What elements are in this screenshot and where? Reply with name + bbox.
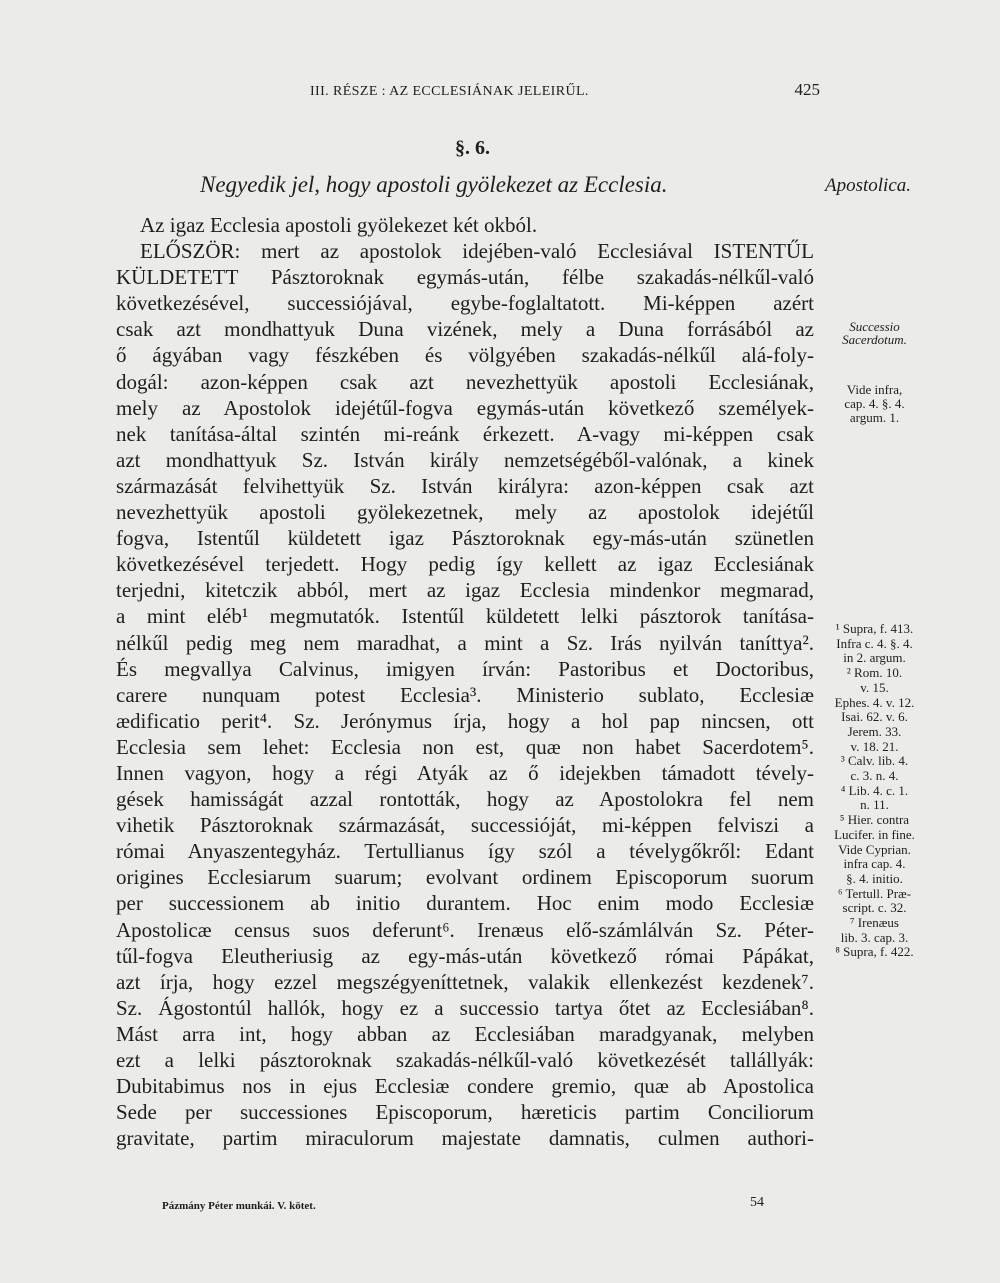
text-line: tűl-fogva Eleutheriusig az egy-más-után következő római Pápákat, bbox=[116, 943, 814, 968]
margin-note-line: Isai. 62. v. 6. bbox=[841, 709, 908, 725]
text-line: nélkűl pedig meg nem maradhat, a mint a Sz. Irás nyilván taníttya². bbox=[116, 630, 814, 655]
margin-note-line: ³ Calv. lib. 4. bbox=[840, 753, 909, 769]
text-line: Apostolicæ census suos deferunt⁶. Irenæus elő-számlálván Sz. Péter- bbox=[116, 917, 814, 942]
text-line: következésével terjedett. Hogy pedig így kellett az igaz Ecclesiának bbox=[116, 552, 814, 577]
footer-publication: Pázmány Péter munkái. V. kötet. bbox=[162, 1200, 316, 1212]
margin-note-line: ⁴ Lib. 4. c. 1. bbox=[840, 782, 909, 798]
margin-note-line: Jerem. 33. bbox=[847, 723, 902, 739]
text-line: Dubitabimus nos in ejus Ecclesiæ condere gremio, quæ ab Apostolica bbox=[116, 1074, 814, 1099]
text-line: csak azt mondhattyuk Duna vizének, mely a Duna forrásából az bbox=[116, 317, 814, 342]
margin-note-vide bbox=[817, 383, 932, 425]
text-line: gések hamisságát azzal rontották, hogy az Apostolokra fel nem bbox=[116, 787, 814, 812]
margin-note-line: Vide Cyprian. bbox=[838, 841, 911, 857]
text-line: carere nunquam potest Ecclesia³. Ministerio sublato, Ecclesiæ bbox=[116, 682, 814, 707]
margin-note-line: cap. 4. §. 4. bbox=[844, 396, 905, 411]
text-line: dogál: azon-képpen csak azt nevezhettyük apostoli Ecclesiának, bbox=[116, 369, 814, 394]
text-line: ő ágyában vagy fészkében és völgyében szakadás-nélkűl alá-foly- bbox=[116, 343, 814, 368]
margin-note-line: n. 11. bbox=[860, 797, 889, 813]
text-line: ezt a lelki pásztoroknak szakadás-nélkűl-való következését tallállyák: bbox=[116, 1048, 814, 1072]
margin-note-line: in 2. argum. bbox=[843, 650, 906, 666]
text-line: Mást arra int, hogy abban az Ecclesiában maradgyanak, melyben bbox=[116, 1021, 814, 1046]
text-line: gravitate, partim miraculorum majestate damnatis, culmen authori- bbox=[116, 1126, 814, 1151]
text-line: fogva, Istentűl küldetett igaz Pásztoroknak egy-más-után szünetlen bbox=[116, 526, 814, 551]
text-line: nevezhettyük apostoli gyölekezetnek, mely az apostolok idejétűl bbox=[116, 500, 814, 525]
margin-note-line: ² Rom. 10. bbox=[846, 665, 903, 681]
margin-note-line: v. 15. bbox=[860, 679, 889, 695]
text-line: azt írja, hogy ezzel megszégyeníttetnek, valakik ellenkezést kezdenek⁷. bbox=[116, 969, 814, 994]
margin-note-line: lib. 3. cap. 3. bbox=[840, 929, 909, 945]
text-line: Innen vagyon, hogy a régi Atyák az ő idejekben támadott tévely- bbox=[116, 760, 814, 785]
text-line: ELŐSZÖR: mert az apostolok idejében-való Ecclesiával ISTENTŰL bbox=[140, 239, 814, 264]
text-line: per successionem ab initio durantem. Hoc enim modo Ecclesiæ bbox=[116, 891, 814, 916]
text-line: nek tanítása-által szintén mi-reánk érkezett. A-vagy mi-képpen csak bbox=[116, 421, 814, 446]
text-line: következésével, successiójával, egybe-foglaltatott. Mi-képpen azért bbox=[116, 291, 814, 316]
text-line: Sede per successiones Episcoporum, hæreticis partim Conciliorum bbox=[116, 1100, 814, 1125]
margin-note-line: script. c. 32. bbox=[842, 900, 907, 916]
margin-note-line: Ephes. 4. v. 12. bbox=[834, 694, 915, 710]
margin-note-line: ⁷ Irenæus bbox=[850, 915, 899, 931]
text-line: ædificatio perit⁴. Sz. Jerónymus írja, hogy a hol pap nincsen, ott bbox=[116, 708, 814, 733]
margin-note-line: ⁵ Hier. contra bbox=[839, 812, 910, 828]
page-number: 425 bbox=[794, 80, 820, 99]
body-text bbox=[116, 212, 814, 1151]
margin-note-line: §. 4. initio. bbox=[846, 870, 903, 886]
text-line: terjedni, kitetczik abból, mert az igaz Ecclesia mindenkor megmarad, bbox=[116, 578, 814, 603]
text-line: a mint eléb¹ megmutatók. Istentűl küldetett lelki pásztorok tanítása- bbox=[116, 604, 814, 629]
text-line: És megvallya Calvinus, imigyen írván: Pastoribus et Doctoribus, bbox=[116, 656, 814, 681]
page-header bbox=[310, 80, 820, 100]
margin-footnotes bbox=[817, 622, 932, 960]
text-line: vihetik Pásztoroknak származását, successióját, mi-képpen felviszi a bbox=[116, 813, 814, 838]
footer-signature: 54 bbox=[750, 1195, 764, 1210]
text-line: Az igaz Ecclesia apostoli gyölekezet két okból. bbox=[140, 213, 538, 237]
margin-note-line: ¹ Supra, f. 413. bbox=[835, 621, 914, 636]
margin-note-line: Vide infra, bbox=[846, 382, 903, 397]
text-line: KÜLDETETT Pásztoroknak egymás-után, félbe szakadás-nélkűl-való bbox=[116, 265, 814, 290]
section-number: §. 6. bbox=[455, 137, 490, 159]
margin-heading: Apostolica. bbox=[825, 175, 912, 196]
text-line: Ecclesia sem lehet: Ecclesia non est, quæ non habet Sacerdotem⁵. bbox=[116, 734, 814, 759]
text-line: római Anyaszentegyház. Tertullianus így szól a tévelygőkről: Edant bbox=[116, 839, 814, 864]
running-title: III. RÉSZE : AZ ECCLESIÁNAK JELEIRŰL. bbox=[310, 84, 589, 99]
margin-note-line: c. 3. n. 4. bbox=[850, 768, 899, 784]
margin-note-line: Lucifer. in fine. bbox=[834, 826, 915, 842]
margin-note-line: argum. 1. bbox=[849, 410, 900, 425]
margin-note-line: infra cap. 4. bbox=[843, 856, 906, 872]
margin-note-line: Successio bbox=[849, 319, 900, 334]
text-line: származását felvihettyük Sz. István királyra: azon-képpen csak azt bbox=[116, 473, 814, 498]
margin-note-line: Infra c. 4. §. 4. bbox=[836, 635, 913, 651]
margin-note-line: v. 18. 21. bbox=[850, 738, 899, 754]
margin-note-line: Sacerdotum. bbox=[842, 332, 907, 347]
margin-note-successio bbox=[817, 320, 932, 346]
margin-note-line: ⁸ Supra, f. 422. bbox=[835, 944, 914, 960]
text-line: mely az Apostolok idejétűl-fogva egymás-után következő személyek- bbox=[116, 395, 814, 420]
text-line: Sz. Ágostontúl hallók, hogy ez a successio tartya őtet az Ecclesiában⁸. bbox=[116, 995, 814, 1020]
text-line: origines Ecclesiarum suarum; evolvant ordinem Episcoporum suorum bbox=[116, 865, 814, 890]
margin-note-line: ⁶ Tertull. Præ- bbox=[837, 885, 912, 901]
text-line: azt mondhattyuk Sz. István király nemzetségéből-valónak, a kinek bbox=[116, 447, 814, 472]
section-title: Negyedik jel, hogy apostoli gyölekezet az Ecclesia. bbox=[200, 172, 668, 197]
